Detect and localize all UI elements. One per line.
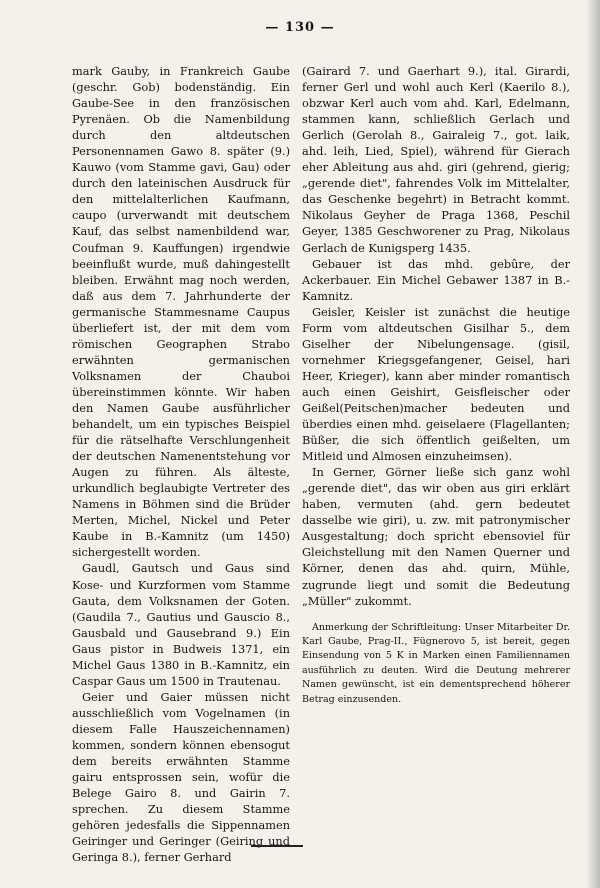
paragraph-gaudl: Gaudl, Gautsch und Gaus sind Kose- und Kurzformen vom Stamme Gauta, dem Volksnamen der Goten. (Gaudila 7., Gautius und Gauscio 8., Gausbald und Gausebrand 9.) Ein Gaus pistor in Budweis 1371, ein Michel Gaus 1380 in B.-Kamnitz, ein Caspar Gaus um 1500 in Trautenau.	[72, 561, 290, 688]
paragraph-geier: Geier und Gaier müssen nicht ausschließlich vom Vogelnamen (in diesem Falle Hauszeichennamen) kommen, sondern können ebensogut dem bereits erwähnten Stamme gairu entsprossen sein, wofür die Belege Gairo 8. und Gairin 7. sprechen. Zu diesem Stamme gehören jedesfalls die Sippennamen Geiringer und Geringer (Geiring und Geringa 8.), ferner Gerhard	[72, 689, 290, 865]
page-number: — 130 —	[265, 20, 335, 35]
left-column	[72, 63, 290, 865]
closing-rule	[251, 845, 303, 847]
paragraph-gerner: In Gerner, Görner ließe sich ganz wohl „gerende diet", das wir oben aus giri erklärt haben, vermuten (ahd. gern bedeutet dasselbe wie giri), u. zw. mit patronymischer Ausgestaltung; doch spricht ebensoviel für Gleichstellung mit den Namen Querner und Körner, denen das ahd. quirn, Mühle, zugrunde liegt und somit die Bedeutung „Müller" zukommt.	[302, 465, 570, 608]
editorial-note: Anmerkung der Schriftleitung: Unser Mitarbeiter Dr. Karl Gaube, Prag-II., Fügnerovo 5, ist bereit, gegen Einsendung von 5 K in Marken einen Familiennamen ausführlich zu deuten. Wird die Deutung mehrerer Namen gewünscht, ist ein dementsprechend höherer Betrag einzusenden.	[302, 621, 570, 705]
paragraph-gauby: mark Gauby, in Frankreich Gaube (geschr. Gob) bodenständig. Ein Gaube-See in den französischen Pyrenäen. Ob die Namenbildung durch den altdeutschen Personennamen Gawo 8. später (9.) Kauwo (vom Stamme gavi, Gau) oder durch den lateinischen Ausdruck für den mittelalterlichen Kaufmann, caupo (urverwandt mit deutschem Kauf, das selbst namenbildend war, Coufman 9. Kauffungen) irgendwie beeinflußt wurde, muß dahingestellt bleiben. Erwähnt mag noch werden, daß aus dem 7. Jahrhunderte der germanische Stammesname Caupus überliefert ist, der mit dem vom römischen Geographen Strabo erwähnten germanischen Volksnamen der Chauboi übereinstimmen könnte. Wir haben den Namen Gaube ausführlicher behandelt, um ein typisches Beispiel für die rätselhafte Verschlungenheit der deutschen Namenentstehung vor Augen zu führen. Als älteste, urkundlich beglaubigte Vertreter des Namens in Böhmen sind die Brüder Merten, Michel, Nickel und Peter Kaube in B.-Kamnitz (um 1450) sichergestellt worden.	[72, 64, 290, 560]
paragraph-geisler: Geisler, Keisler ist zunächst die heutige Form vom altdeutschen Gisilhar 5., dem Giselher der Nibelungensage. (gisil, vornehmer Kriegsgefangener, Geisel, hari Heer, Krieger), kann aber minder romantisch auch einen Geishirt, Geisfleischer oder Geißel(Peitschen)macher bedeuten und überdies einen mhd. geiselaere (Flagellanten; Büßer, die sich öffentlich geißelten, um Mitleid und Almosen einzuheimsen).	[302, 304, 570, 464]
paragraph-gebauer: Gebauer ist das mhd. gebûre, der Ackerbauer. Ein Michel Gebawer 1387 in B.-Kamnitz.	[302, 256, 570, 303]
page-edge-shadow	[586, 0, 600, 888]
paragraph-gairard: (Gairard 7. und Gaerhart 9.), ital. Girardi, ferner Gerl und wohl auch Kerl (Kaerilo 8.), obzwar Kerl auch vom ahd. Karl, Edelmann, stammen kann, schließlich Gerlach und Gerlich (Gerolah 8., Gairaleig 7., got. laik, ahd. leih, Lied, Spiel), während für Gierach eher Ableitung aus ahd. giri (gehrend, gierig; „gerende diet", fahrendes Volk im Mittelalter, das Geschenke begehrt) in Betracht kommt. Nikolaus Geyher de Praga 1368, Peschil Geyer, 1385 Geschworener zu Prag, Nikolaus Gerlach de Kunigsperg 1435.	[302, 64, 570, 255]
right-column	[302, 63, 570, 707]
